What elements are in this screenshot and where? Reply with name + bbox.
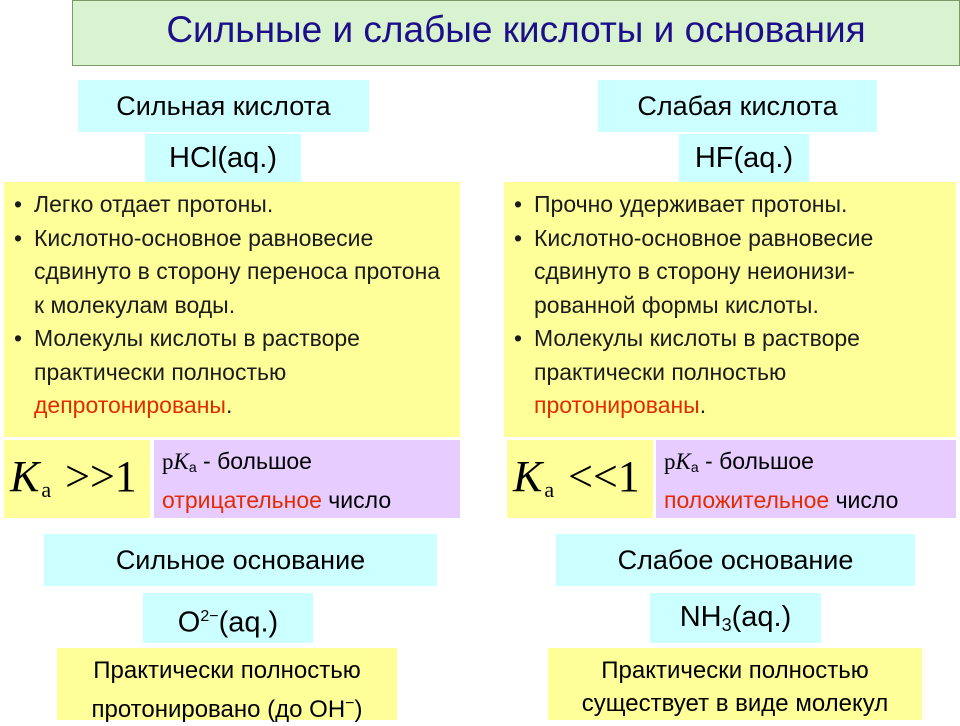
weak-acid-ka-formula: $K_a <<1$ bbox=[507, 440, 653, 518]
strong-base-formula: $O^{2-}(aq.)$ bbox=[143, 593, 313, 643]
strong-acid-pka-note: pKa - большое отрицательное число bbox=[154, 440, 460, 518]
list-item: • Молекулы кислоты в растворе практически полностью протонированы. bbox=[514, 322, 950, 423]
strong-acid-ka-formula: $K_a >>1$ bbox=[4, 440, 150, 518]
weak-base-formula: $NH_3(aq.)$ bbox=[650, 593, 821, 643]
strong-base-label: Сильное основание bbox=[44, 534, 437, 586]
weak-acid-properties bbox=[504, 182, 956, 437]
weak-acid-bullet-list bbox=[504, 182, 956, 423]
highlight-negative: отрицательное bbox=[162, 487, 322, 513]
highlight-deprotonated: депротонированы bbox=[34, 392, 226, 418]
weak-base-label: Слабое основание bbox=[556, 534, 915, 586]
strong-acid-formula: HCl(aq.) bbox=[145, 134, 301, 182]
strong-acid-label: Сильная кислота bbox=[78, 80, 369, 132]
title-banner bbox=[72, 0, 960, 66]
weak-acid-pka-note: pKa - большое положительное число bbox=[656, 440, 956, 518]
highlight-positive: положительное bbox=[664, 487, 830, 513]
strong-base-description: Практически полностью протонировано (до OH−) bbox=[57, 648, 397, 720]
list-item: • Прочно удерживает протоны. bbox=[514, 188, 950, 222]
list-item: • Кислотно-основное равновесие сдвинуто в сторону переноса протона к молекулам воды. bbox=[14, 222, 454, 323]
strong-acid-properties bbox=[4, 182, 460, 437]
list-item: • Легко отдает протоны. bbox=[14, 188, 454, 222]
weak-base-description: Практически полностью существует в виде молекул bbox=[548, 648, 922, 720]
strong-acid-bullet-list bbox=[4, 182, 460, 423]
weak-acid-formula: HF(aq.) bbox=[679, 134, 809, 182]
list-item: • Молекулы кислоты в растворе практически полностью депротонированы. bbox=[14, 322, 454, 423]
page-title: Сильные и слабые кислоты и основания bbox=[166, 9, 866, 50]
weak-acid-label: Слабая кислота bbox=[598, 80, 877, 132]
list-item: • Кислотно-основное равновесие сдвинуто в сторону неионизи-рованной формы кислоты. bbox=[514, 222, 950, 323]
highlight-protonated: протонированы bbox=[534, 392, 700, 418]
